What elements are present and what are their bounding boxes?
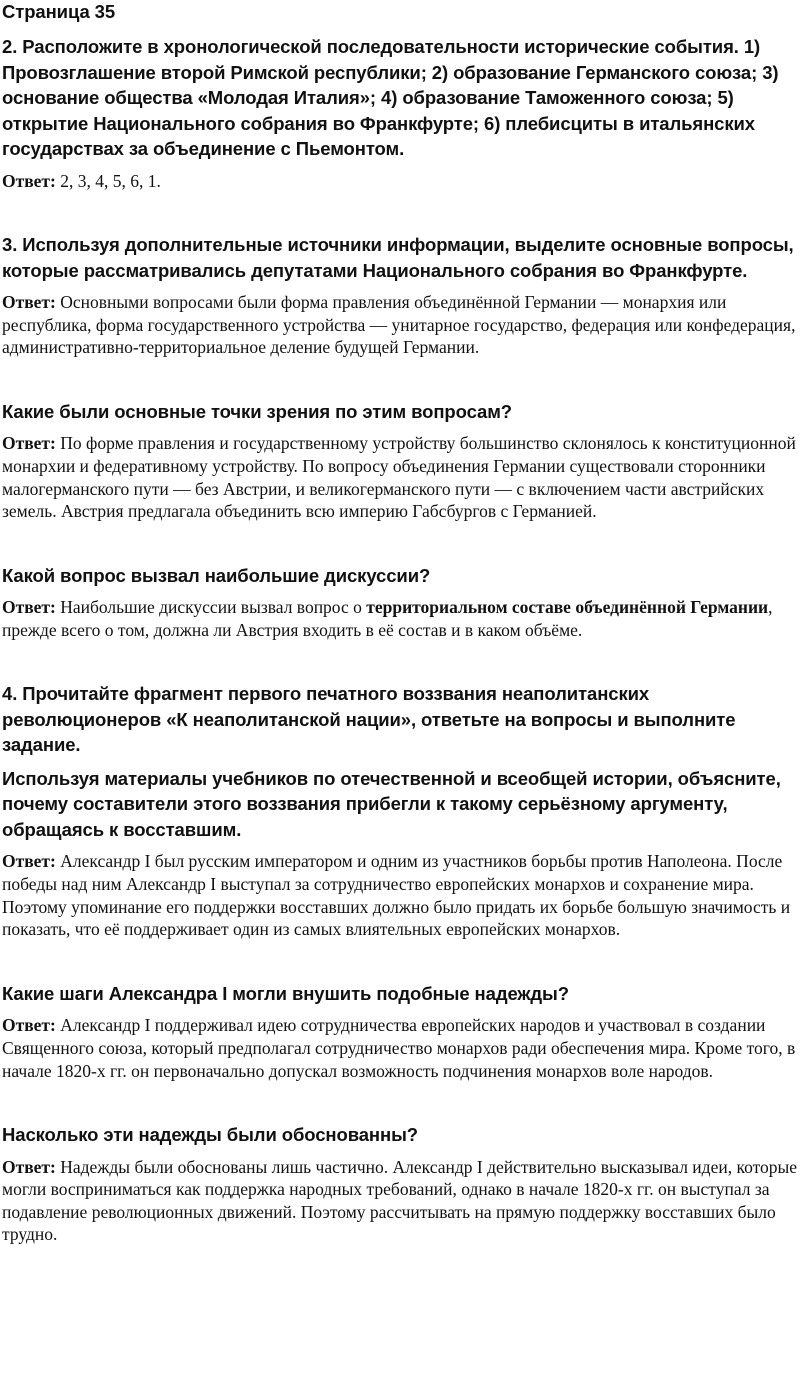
- answer-3-discussion: [2, 596, 800, 641]
- question-4-justified: Насколько эти надежды были обоснованны?: [2, 1124, 418, 1146]
- answer-label: Ответ:: [2, 292, 56, 313]
- question-3: 3. Используя дополнительные источники информации, выделите основные вопросы, которые рассматривались депутатами Национального собрания во Франкфурте.: [2, 234, 794, 281]
- answer-text: Наибольшие дискуссии вызвал вопрос о: [55, 597, 367, 618]
- answer-text: Основными вопросами были форма правления объединённой Германии — монархия или республика, форма государственного устройства — унитарное государство, федерация или конфедерация, административно-территориальное деление будущей Германии.: [2, 292, 796, 358]
- answer-text: Александр I был русским императором и одним из участников борьбы против Наполеона. После победы над ним Александр I выступал за сотрудничество европейских монархов и сохранение мира. Поэтому упоминание его поддержки восставших должно было придать их борьбе большую значимость и показать, что её поддерживает один из самых влиятельных европейских монархов.: [2, 851, 791, 940]
- answer-4-steps: [2, 1014, 800, 1082]
- page-title: Страница 35: [2, 1, 116, 22]
- answer-emphasis: территориальном составе объединённой Германии: [366, 597, 769, 618]
- answer-label: Ответ:: [2, 1156, 56, 1177]
- question-2: 2. Расположите в хронологической последовательности исторические события. 1) Провозглашение второй Римской республики; 2) образование Германского союза; 3) основание общества «Молодая Италия»; 4) образование Таможенного союза; 5) открытие Национального собрания во Франкфурте; 6) плебисциты в итальянских государствах за объединение с Пьемонтом.: [2, 36, 779, 159]
- answer-3: [2, 291, 800, 359]
- answer-label: Ответ:: [2, 170, 56, 191]
- answer-3-viewpoints: [2, 432, 800, 522]
- answer-text: По форме правления и государственному устройству большинство склонялось к конституционной монархии и федеративному устройству. По вопросу объединения Германии существовали сторонники малогерманского пути — без Австрии, и великогерманского пути — с включением части австрийских земель. Австрия предлагала объединить всю империю Габсбургов с Германией.: [2, 433, 796, 522]
- question-4: 4. Прочитайте фрагмент первого печатного воззвания неаполитанских революционеров «К неаполитанской нации», ответьте на вопросы и выполните задание.: [2, 683, 736, 756]
- answer-text: Александр I поддерживал идею сотрудничества европейских народов и участвовал в создании Священного союза, который предполагал сотрудничество монархов ради обеспечения мира. Кроме того, в начале 1820-х гг. он первоначально допускал возможность подчинения монархов воле народов.: [2, 1015, 796, 1081]
- answer-label: Ответ:: [2, 1015, 56, 1036]
- answer-4: [2, 850, 800, 940]
- question-3-discussion: Какой вопрос вызвал наибольшие дискуссии?: [2, 564, 431, 586]
- answer-text: Надежды были обоснованы лишь частично. Александр I действительно высказывал идеи, которые могли восприниматься как поддержка народных требований, однако в начале 1820-х гг. он выступал за подавление революционных движений. Поэтому рассчитывать на прямую поддержку восставших было трудно.: [2, 1156, 798, 1245]
- answer-label: Ответ:: [2, 597, 56, 618]
- answer-text: , прежде всего о том, должна ли Австрия входить в её состав и в каком объёме.: [2, 597, 773, 640]
- answer-4-justified: [2, 1156, 800, 1246]
- question-4-task: Используя материалы учебников по отечественной и всеобщей истории, объясните, почему составители этого воззвания прибегли к такому серьёзному аргументу, обращаясь к восставшим.: [2, 767, 781, 840]
- answer-2: [2, 170, 800, 193]
- answer-label: Ответ:: [2, 851, 56, 872]
- question-4-steps: Какие шаги Александра I могли внушить подобные надежды?: [2, 982, 569, 1004]
- answer-text: 2, 3, 4, 5, 6, 1.: [55, 170, 161, 191]
- answer-label: Ответ:: [2, 433, 56, 454]
- question-3-viewpoints: Какие были основные точки зрения по этим вопросам?: [2, 400, 512, 422]
